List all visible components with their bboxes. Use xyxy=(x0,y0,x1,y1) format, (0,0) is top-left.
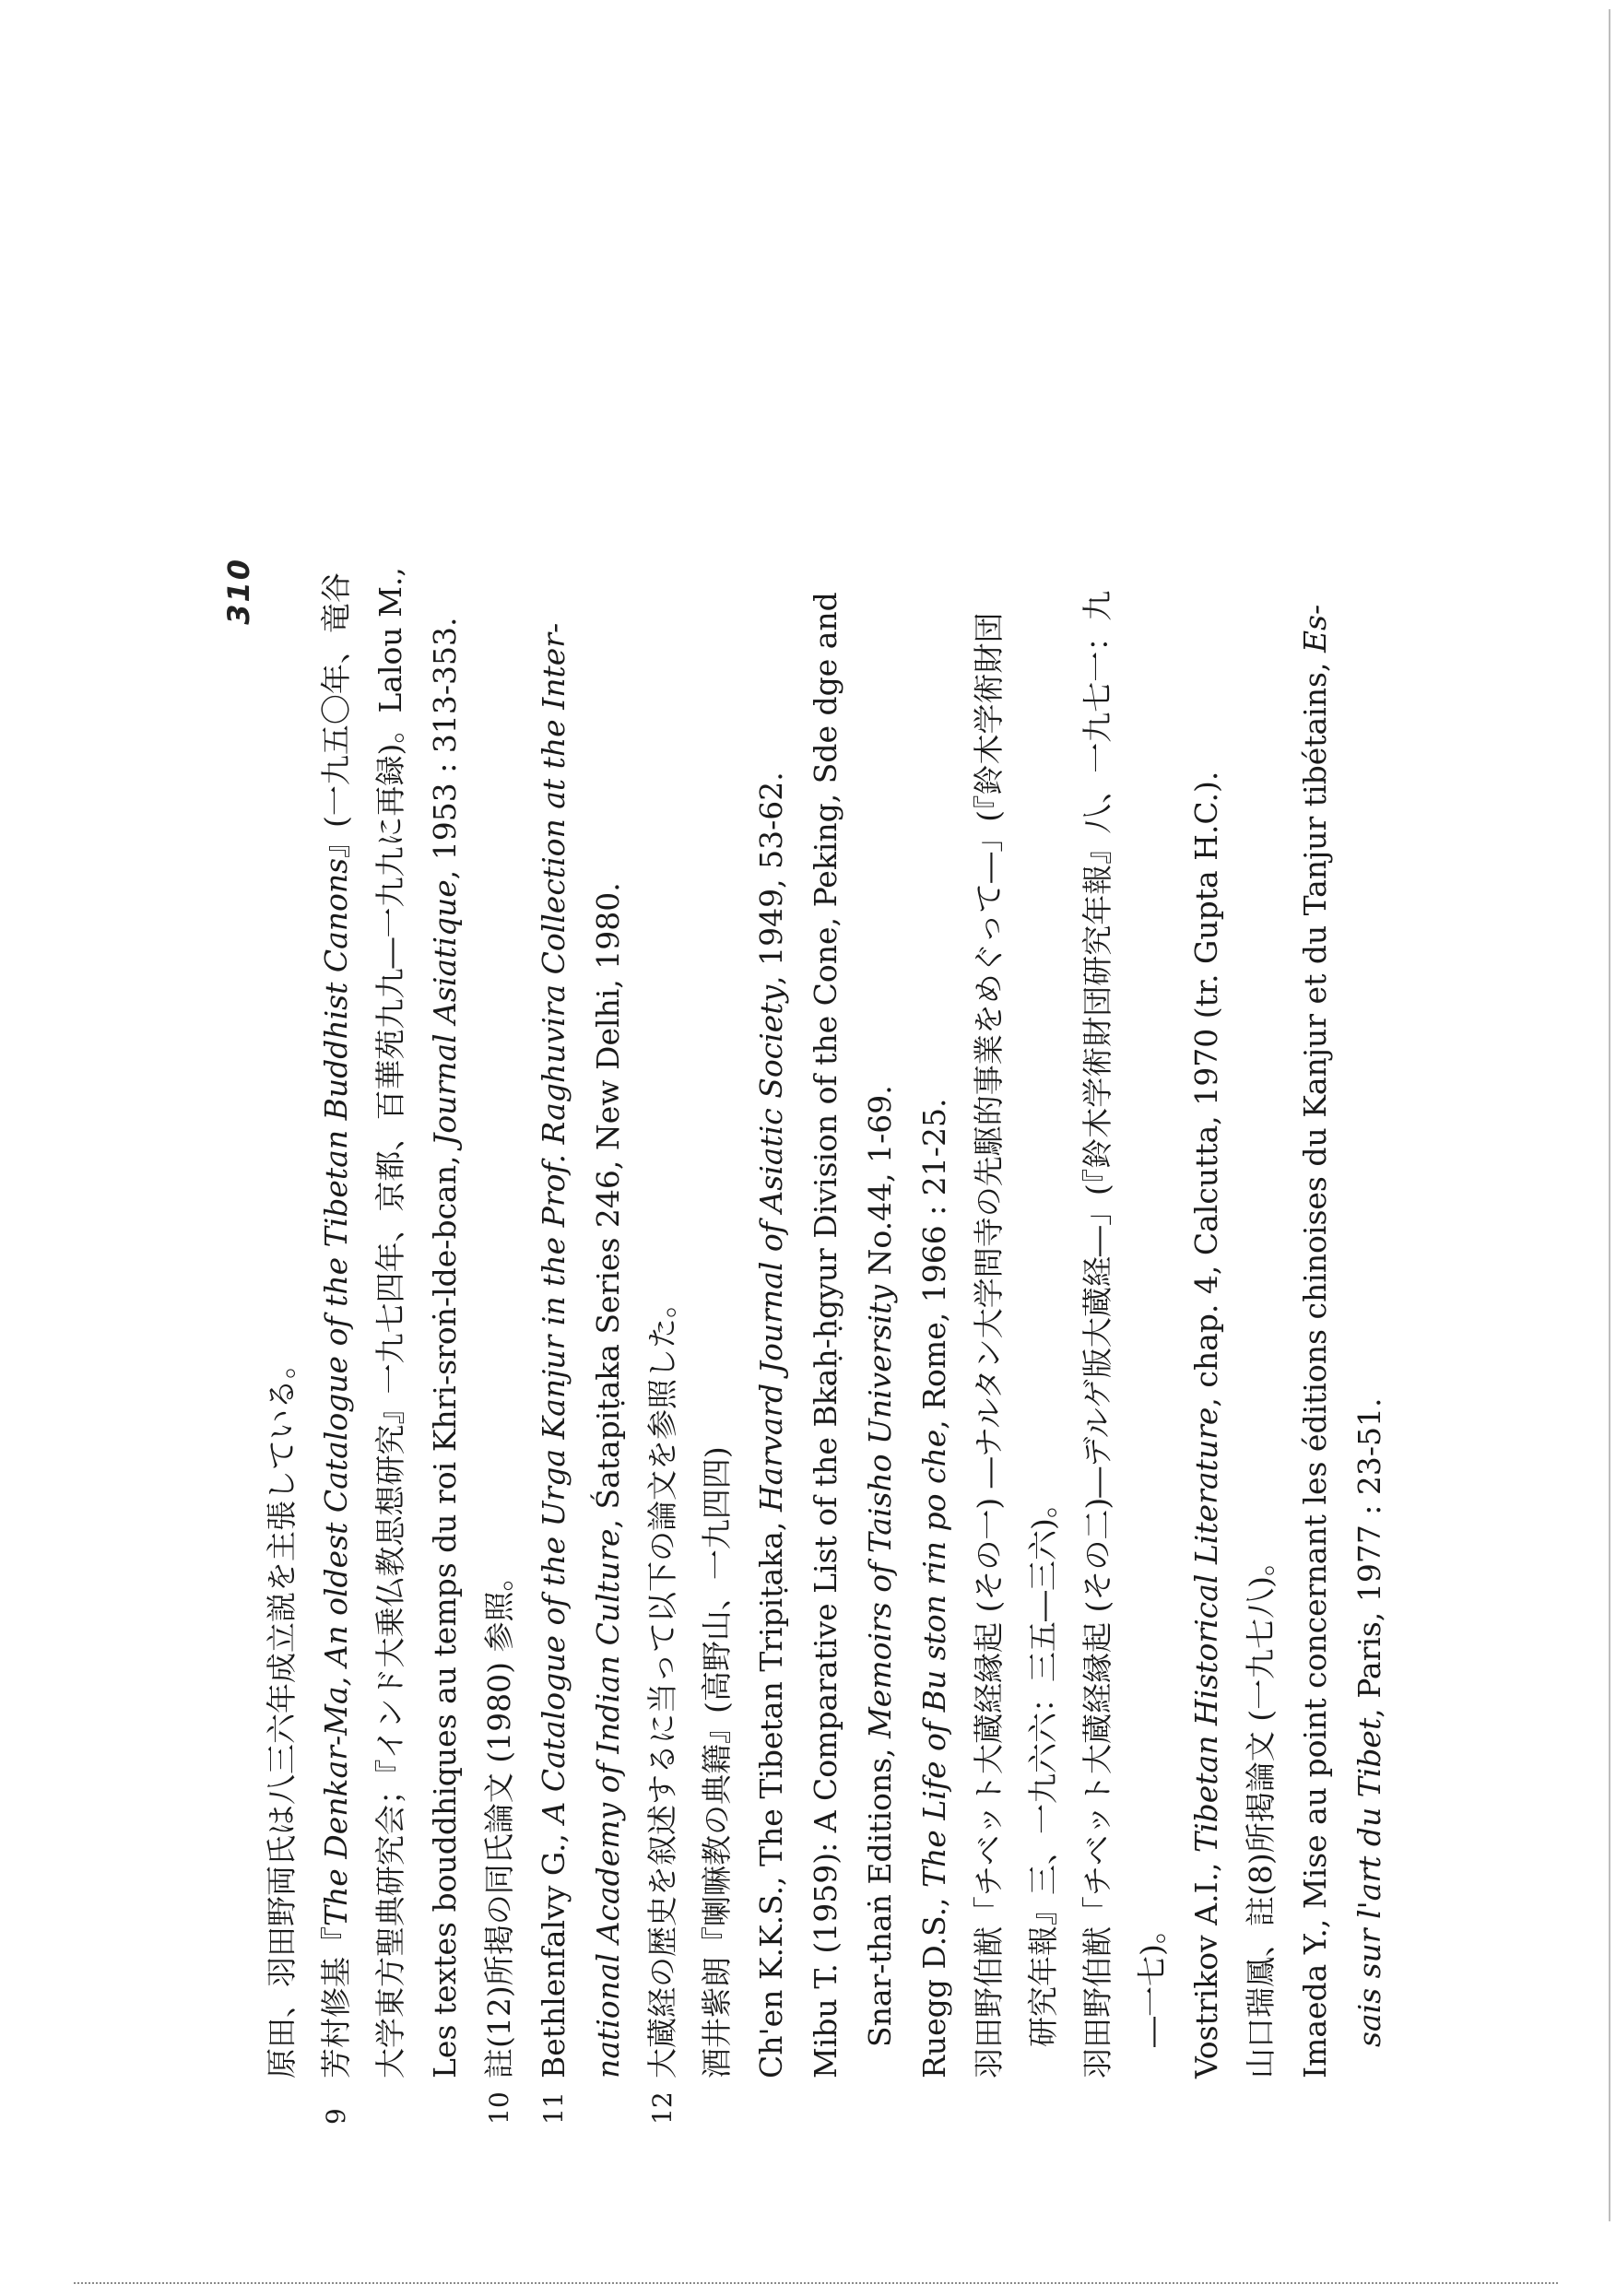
rotated-text-block xyxy=(221,558,1387,2125)
note-text: Les textes bouddhiques au temps du roi Khri-sroṅ-lde-bcan, xyxy=(427,1146,463,2078)
note-line xyxy=(1342,1397,1398,2078)
right-scan-edge xyxy=(1609,9,1610,2221)
note-text: , Śatapiṭaka Series 246, New Delhi, 1980. xyxy=(590,882,626,1529)
note-line xyxy=(1288,605,1343,2078)
note-text: Ch'en K.K.S., The Tibetan Tripiṭaka, xyxy=(753,1512,789,2078)
note-line xyxy=(418,618,473,2078)
note-line xyxy=(1070,591,1126,2078)
note-number: 12 xyxy=(647,2091,678,2125)
note-number: 9 xyxy=(321,2108,351,2125)
note-line xyxy=(1016,1488,1071,2078)
note-line xyxy=(798,592,854,2078)
note-line xyxy=(690,1446,745,2078)
italic-title-text: Tibetan Historical Literature xyxy=(1188,1407,1224,1853)
italic-title-text: Memoirs of Taisho University xyxy=(862,1284,898,1738)
note-text: , 1953 : 313-353. xyxy=(427,617,463,880)
note-text: Snar-thaṅ Editions, xyxy=(862,1737,898,2047)
note-text: 酒井紫朗『喇嘛教の典籍』(高野山、一九四四) xyxy=(699,1446,735,2078)
note-number: 10 xyxy=(484,2091,514,2125)
italic-title-text: Harvard Journal of Asiatic Society xyxy=(753,984,789,1513)
note-line xyxy=(254,1348,310,2078)
note-text: 原田、羽田野両氏は八三六年成立説を主張している。 xyxy=(264,1348,300,2078)
note-text: 芳村修基『 xyxy=(318,1926,354,2078)
note-text: , Rome, 1966 : 21-25. xyxy=(916,1098,952,1430)
note-text: ―一七)。 xyxy=(1134,1913,1170,2047)
note-line xyxy=(1179,771,1234,2078)
italic-title-text: Journal Asiatique xyxy=(427,879,463,1147)
note-text: 山口瑞鳳、註(8)所掲論文 (一九七八)。 xyxy=(1243,1546,1279,2078)
note-text: Vostrikov A.I., xyxy=(1188,1852,1224,2078)
note-number: 11 xyxy=(538,2091,569,2125)
note-line xyxy=(907,1099,962,2078)
note-text: , 1949, 53-62. xyxy=(753,771,789,985)
note-text: 羽田野伯猷「チベット大蔵経縁起 (その二)―デルゲ版大蔵経―」(『鈴木学術財団研究年報』八、一九七一：九 xyxy=(1079,590,1115,2078)
note-line xyxy=(853,1085,908,2078)
note-text: , chap. 4, Calcutta, 1970 (tr. Gupta H.C.). xyxy=(1188,771,1224,1407)
note-line xyxy=(744,771,799,2078)
note-text: 大学東方聖典研究会；『インド大乗仏教思想研究』一九七四年、京都、百華苑九九―一九九に再録)。Lalou M., xyxy=(372,567,408,2078)
note-text: 』(一九五〇年、竜谷 xyxy=(318,572,354,858)
note-text: 註(12)所掲の同氏論文 (1980) 参照。 xyxy=(481,1560,517,2078)
note-line xyxy=(472,1560,527,2125)
note-line xyxy=(635,1288,690,2125)
note-text: , Paris, 1977 : 23-51. xyxy=(1351,1397,1387,1718)
note-text: Mibu T. (1959): A Comparative List of the Bkaḥ-ḥgyur Division of the Cone, Peking, Sde dge and xyxy=(808,592,843,2078)
note-line xyxy=(526,622,582,2125)
note-text: 大蔵経の歴史を叙述するに当って以下の論文を参照した。 xyxy=(644,1288,680,2078)
note-line xyxy=(1233,1546,1289,2078)
note-text: Bethlenfalvy G., xyxy=(536,1823,572,2078)
italic-title-text: The Denkar-Ma, An oldest Catalogue of the Tibetan Buddhist Canons xyxy=(318,857,354,1926)
note-text: 羽田野伯猷「チベット大蔵経縁起 (その一) ―ナルタン大学問寺の先駆的事業をめぐって―」(『鈴木学術財団 xyxy=(971,612,1007,2078)
note-text: Imaeda Y., Mise au point concernant les éditions chinoises du Kanjur et du Tanjur tibétains, xyxy=(1297,653,1333,2078)
note-text: 研究年報』三、一九六六：三五―三六)。 xyxy=(1025,1488,1061,2047)
italic-title-text: sais sur l'art du Tibet xyxy=(1351,1717,1387,2047)
italic-title-text: A Catalogue of the Urga Kanjur in the Prof. Raghuvira Collection at the Inter- xyxy=(536,622,572,1824)
note-text: Ruegg D.S., xyxy=(916,1887,952,2078)
italic-title-text: Es- xyxy=(1297,604,1333,653)
note-line xyxy=(309,572,364,2125)
bottom-scan-edge xyxy=(74,2282,1558,2284)
note-line xyxy=(1125,1913,1180,2078)
italic-title-text: The Life of Bu ston rin po che xyxy=(916,1429,952,1888)
note-line xyxy=(961,613,1017,2078)
italic-title-text: national Academy of Indian Culture xyxy=(590,1528,626,2078)
note-line xyxy=(363,567,419,2078)
note-text: No.44, 1-69. xyxy=(862,1085,898,1285)
note-line xyxy=(581,882,636,2078)
page-number: 310 xyxy=(221,558,256,625)
